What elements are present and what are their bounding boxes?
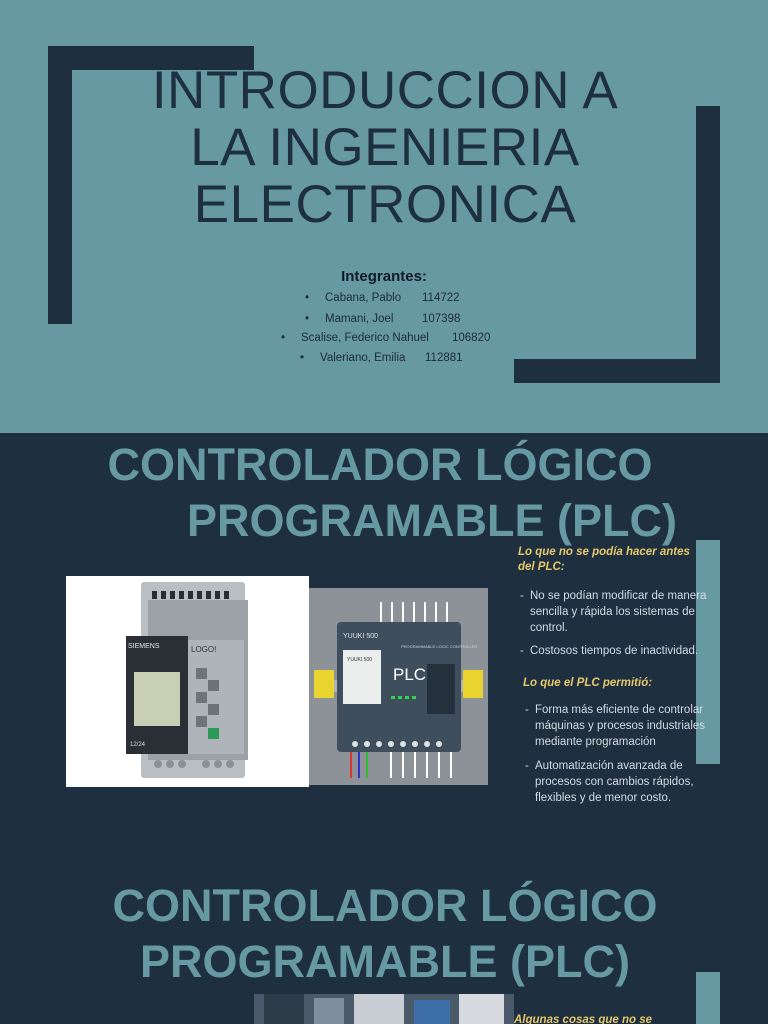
member-name: Scalise, Federico Nahuel <box>301 332 429 344</box>
list-item: - Forma más eficiente de controlar máquinas y procesos industriales mediante programación <box>523 702 708 750</box>
slide-title <box>40 878 730 990</box>
slide-title-line: LA INGENIERIA <box>190 118 580 177</box>
slide-title-line: PROGRAMABLE (PLC) <box>187 495 677 546</box>
slide-title-line: ELECTRONICA <box>193 175 577 234</box>
after-plc-list <box>518 702 708 806</box>
slide-title <box>40 437 720 549</box>
after-plc-heading: Lo que el PLC permitió: <box>523 677 653 689</box>
plc-slide <box>0 433 768 870</box>
accent-bar <box>696 972 720 1024</box>
slide-title <box>90 62 680 233</box>
member-id: 107398 <box>422 313 461 325</box>
bullet-icon: • <box>305 292 310 304</box>
plc-model-text: PLC <box>393 665 427 684</box>
before-plc-list <box>518 588 708 659</box>
slide-title-line: PROGRAMABLE (PLC) <box>140 936 630 987</box>
members-heading: Integrantes: <box>341 268 427 285</box>
bullet-icon: • <box>300 352 305 364</box>
slide-title-line: INTRODUCCION A <box>151 61 619 120</box>
plc-notes <box>518 545 708 806</box>
slide-caption: Algunas cosas que no se <box>514 1014 653 1024</box>
member-item <box>300 352 463 364</box>
plc-diagram-image <box>309 588 488 785</box>
bullet-icon: • <box>305 313 310 325</box>
logo-tag-text: 12/24 <box>130 742 146 748</box>
frame-corner-bottom-right-vertical <box>696 106 720 383</box>
member-name: Mamani, Joel <box>325 313 394 325</box>
logo-model-text: LOGO! <box>191 645 217 654</box>
before-plc-heading: Lo que no se podía hacer antes del PLC: <box>518 546 690 573</box>
member-id: 114722 <box>422 292 460 304</box>
list-item: - Costosos tiempos de inactividad. <box>518 643 708 659</box>
plc-brand-text: YUUKI 500 <box>343 633 379 640</box>
member-name: Cabana, Pablo <box>325 292 402 304</box>
siemens-logo-plc-image <box>66 576 309 787</box>
title-slide <box>0 0 768 433</box>
member-name: Valeriano, Emilia <box>320 352 406 364</box>
plc-screen-text: YUUKI 500 <box>347 657 373 663</box>
bullet-icon: • <box>281 332 286 344</box>
member-item <box>305 313 461 325</box>
logo-brand-text: SIEMENS <box>128 643 160 650</box>
slide-title-line: CONTROLADOR LÓGICO <box>112 880 658 931</box>
frame-corner-bottom-right <box>514 359 720 383</box>
member-item <box>305 292 460 304</box>
member-id: 112881 <box>425 352 463 364</box>
member-item <box>281 332 491 344</box>
list-item: - No se podían modificar de manera sencilla y rápida los sistemas de control. <box>518 588 708 636</box>
slide-title-line: CONTROLADOR LÓGICO <box>107 439 653 490</box>
plc-slide-continued <box>0 870 768 1024</box>
plc-subtitle-text: PROGRAMMABLE LOGIC CONTROLLER <box>401 644 478 649</box>
factory-photo <box>254 994 514 1024</box>
list-item: - Automatización avanzada de procesos con cambios rápidos, flexibles y de menor costo. <box>523 758 708 806</box>
frame-corner-top-left-vertical <box>48 46 72 324</box>
member-id: 106820 <box>452 332 491 344</box>
